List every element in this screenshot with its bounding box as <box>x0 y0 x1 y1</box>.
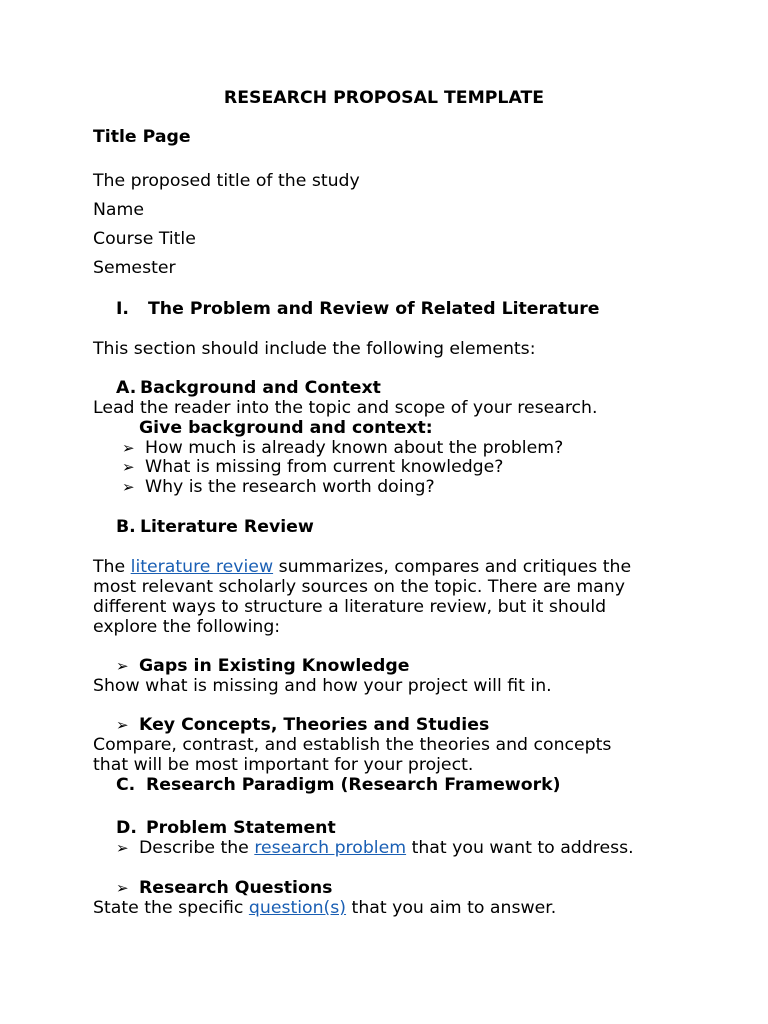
document-title: RESEARCH PROPOSAL TEMPLATE <box>223 88 545 108</box>
part-a-heading <box>116 378 381 398</box>
part-c-letter: C. <box>116 775 136 795</box>
arrowhead-bullet-icon: ➢ <box>122 439 135 457</box>
research-questions-text <box>93 898 556 918</box>
part-a-bullet <box>122 438 563 458</box>
part-d-heading <box>116 818 336 838</box>
literature-review-paragraph-line-2: most relevant scholarly sources on the topic. There are many <box>93 577 625 597</box>
part-c-heading <box>116 775 561 795</box>
part-a-subheading: Give background and context: <box>139 418 433 438</box>
part-c-title: Research Paradigm (Research Framework) <box>146 775 561 795</box>
research-questions-heading-text: Research Questions <box>139 878 333 898</box>
part-a-lead: Lead the reader into the topic and scope of your research. <box>93 398 598 418</box>
key-concepts-heading-text: Key Concepts, Theories and Studies <box>139 715 490 735</box>
section-1-title: The Problem and Review of Related Literature <box>148 299 600 319</box>
arrowhead-bullet-icon: ➢ <box>116 879 129 897</box>
part-b-heading <box>116 517 314 537</box>
questions-link[interactable]: question(s) <box>248 898 347 918</box>
research-questions-prefix: State the specific <box>93 898 249 918</box>
part-a-bullet-text: How much is already known about the problem? <box>145 438 564 458</box>
paragraph-text: The <box>93 557 131 577</box>
arrowhead-bullet-icon: ➢ <box>116 716 129 734</box>
gaps-heading <box>116 656 409 676</box>
title-page-item-semester: Semester <box>93 258 176 278</box>
part-a-bullet-text: What is missing from current knowledge? <box>145 457 504 477</box>
title-page-item-name: Name <box>93 200 144 220</box>
literature-review-paragraph-line-1 <box>93 557 631 577</box>
paragraph-text: summarizes, compares and critiques the <box>273 557 632 577</box>
arrowhead-bullet-icon: ➢ <box>116 657 129 675</box>
part-a-bullet-text: Why is the research worth doing? <box>145 477 435 497</box>
problem-statement-bullet <box>116 838 634 858</box>
gaps-text: Show what is missing and how your project will fit in. <box>93 676 552 696</box>
part-b-title: Literature Review <box>140 517 314 537</box>
arrowhead-bullet-icon: ➢ <box>116 839 129 857</box>
key-concepts-text-line-2: that will be most important for your project. <box>93 755 474 775</box>
part-b-letter: B. <box>116 517 136 537</box>
key-concepts-text-line-1: Compare, contrast, and establish the theories and concepts <box>93 735 612 755</box>
literature-review-paragraph-line-4: explore the following: <box>93 617 281 637</box>
arrowhead-bullet-icon: ➢ <box>122 478 135 496</box>
section-1-intro: This section should include the following elements: <box>93 339 536 359</box>
research-problem-link[interactable]: research problem <box>254 838 407 858</box>
bullet-text: that you want to address. <box>406 838 634 858</box>
literature-review-link[interactable]: literature review <box>130 557 274 577</box>
title-page-item-course-title: Course Title <box>93 229 196 249</box>
part-a-bullet <box>122 477 435 497</box>
part-a-letter: A. <box>116 378 137 398</box>
research-questions-suffix: that you aim to answer. <box>346 898 557 918</box>
gaps-heading-text: Gaps in Existing Knowledge <box>139 656 410 676</box>
title-page-item-proposed-title: The proposed title of the study <box>93 171 360 191</box>
bullet-text: Describe the <box>139 838 255 858</box>
literature-review-paragraph-line-3: different ways to structure a literature review, but it should <box>93 597 607 617</box>
arrowhead-bullet-icon: ➢ <box>122 458 135 476</box>
part-a-bullet <box>122 457 503 477</box>
section-1-heading <box>116 299 600 319</box>
section-1-number: I. <box>116 299 129 319</box>
key-concepts-heading <box>116 715 489 735</box>
part-d-title: Problem Statement <box>146 818 336 838</box>
research-questions-heading <box>116 878 332 898</box>
part-d-letter: D. <box>116 818 137 838</box>
part-a-title: Background and Context <box>140 378 381 398</box>
title-page-heading: Title Page <box>93 127 191 147</box>
